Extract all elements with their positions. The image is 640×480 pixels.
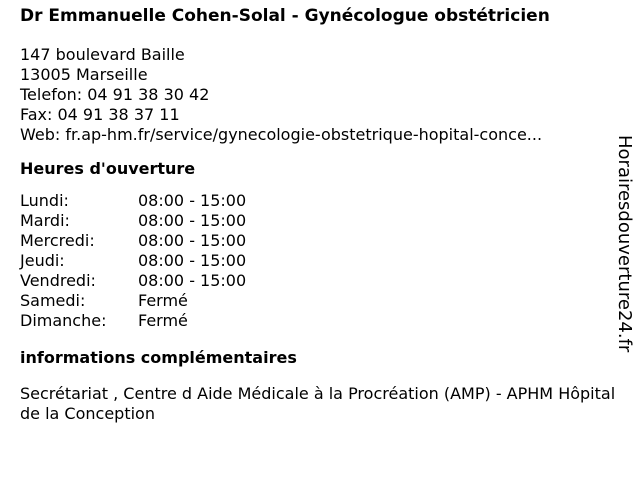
- day-label: Dimanche:: [20, 311, 107, 330]
- hours-row-saturday: [20, 291, 628, 311]
- city-postcode: 13005 Marseille: [20, 65, 148, 84]
- website-link[interactable]: Web: fr.ap-hm.fr/service/gynecologie-obstetrique-hopital-conce...: [20, 125, 543, 144]
- opening-hours-table: [20, 191, 628, 331]
- day-label: Mardi:: [20, 211, 70, 230]
- phone-number[interactable]: Telefon: 04 91 38 30 42: [20, 85, 210, 104]
- fax-number: Fax: 04 91 38 37 11: [20, 105, 180, 124]
- day-label: Jeudi:: [20, 251, 65, 270]
- street-address: 147 boulevard Baille: [20, 45, 185, 64]
- hours-value: Fermé: [138, 311, 188, 330]
- additional-info-heading: informations complémentaires: [20, 348, 297, 367]
- business-details: [20, 6, 628, 424]
- address-block: [20, 45, 628, 145]
- hours-row-tuesday: [20, 211, 628, 231]
- hours-value: 08:00 - 15:00: [138, 191, 247, 210]
- day-label: Mercredi:: [20, 231, 95, 250]
- hours-value: Fermé: [138, 291, 188, 310]
- page-title: Dr Emmanuelle Cohen-Solal - Gynécologue obstétricien: [20, 6, 550, 26]
- additional-info-text: Secrétariat , Centre d Aide Médicale à la Procréation (AMP) - APHM Hôpital de la Conception: [20, 384, 616, 423]
- hours-row-friday: [20, 271, 628, 291]
- day-label: Vendredi:: [20, 271, 96, 290]
- hours-row-wednesday: [20, 231, 628, 251]
- hours-value: 08:00 - 15:00: [138, 251, 247, 270]
- hours-value: 08:00 - 15:00: [138, 231, 247, 250]
- day-label: Samedi:: [20, 291, 86, 310]
- opening-hours-heading: Heures d'ouverture: [20, 159, 196, 178]
- hours-row-sunday: [20, 311, 628, 331]
- hours-value: 08:00 - 15:00: [138, 211, 247, 230]
- hours-value: 08:00 - 15:00: [138, 271, 247, 290]
- day-label: Lundi:: [20, 191, 69, 210]
- hours-row-thursday: [20, 251, 628, 271]
- hours-row-monday: [20, 191, 628, 211]
- site-watermark: Horairesdouverture24.fr: [614, 135, 635, 353]
